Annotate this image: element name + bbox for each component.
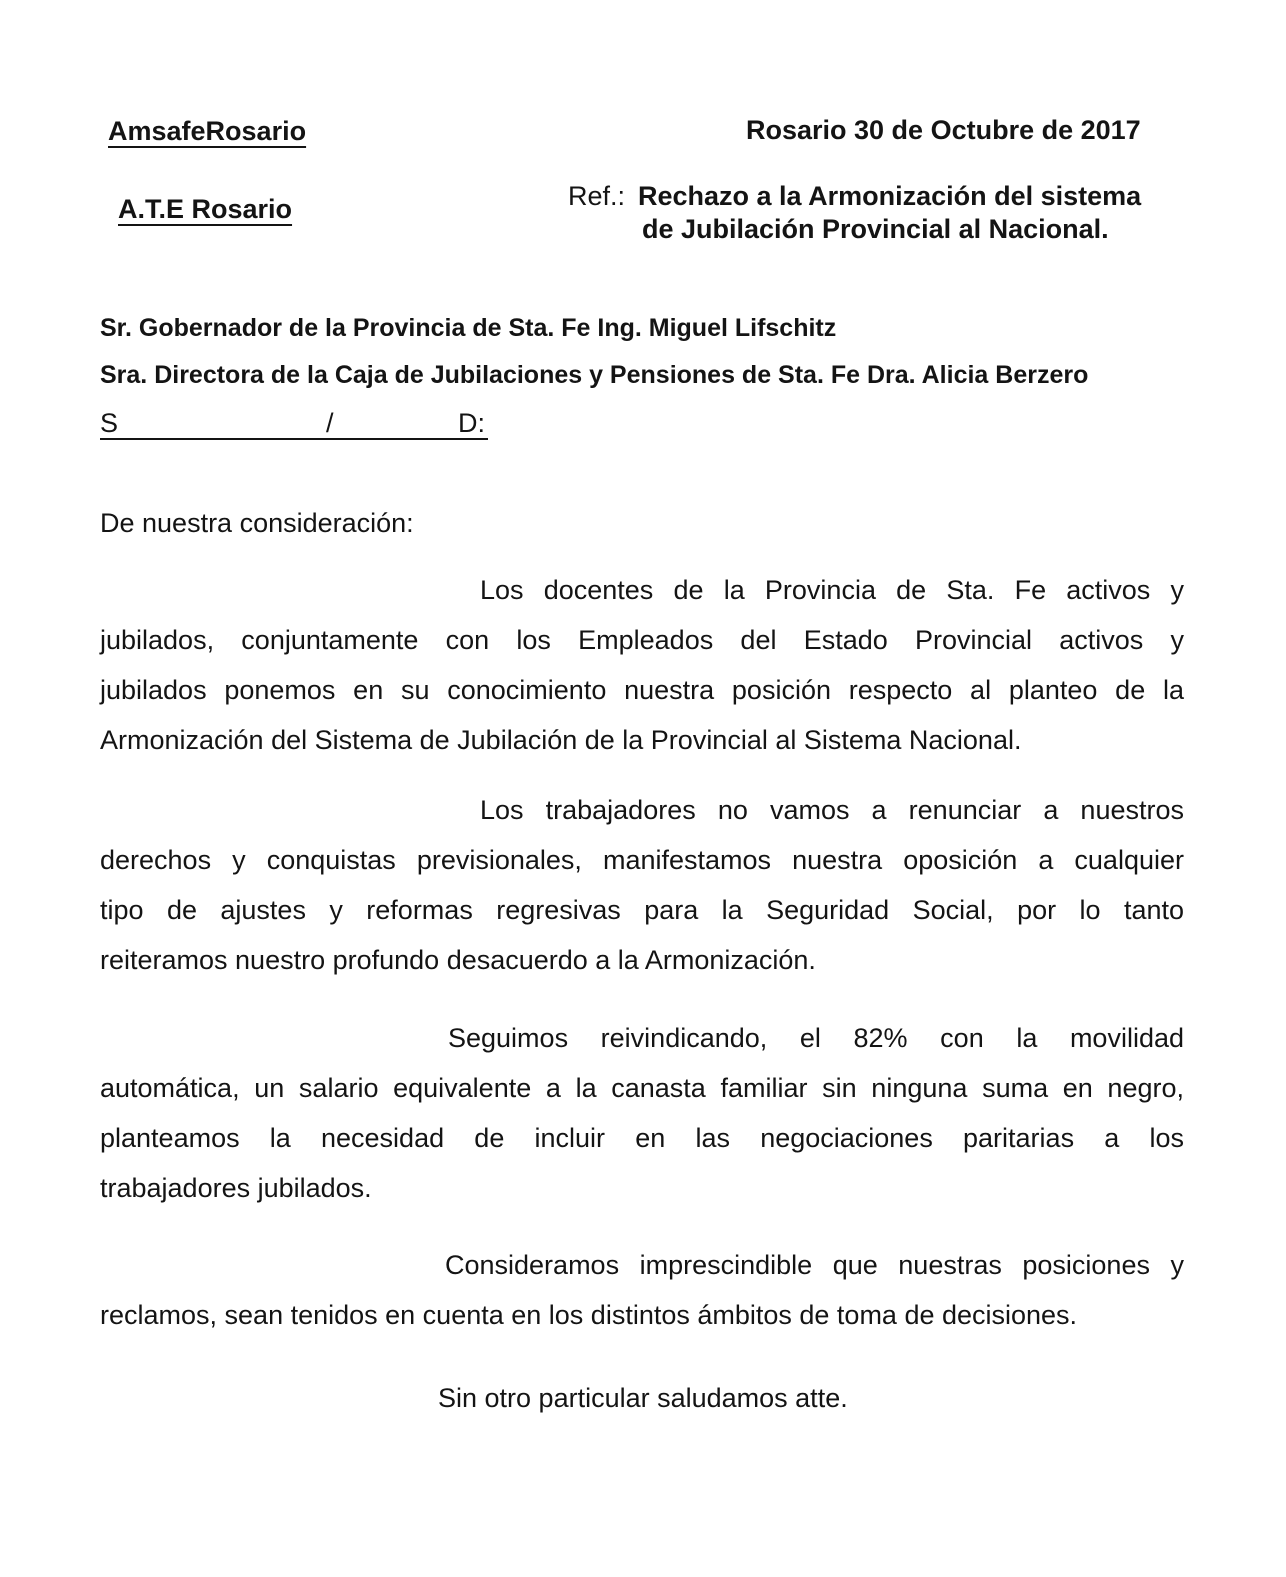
paragraph-2-line-1: Los trabajadores no vamos a renunciar a nuestros [480, 795, 1184, 825]
paragraph-4 [100, 1240, 1184, 1340]
paragraph-3 [100, 1013, 1184, 1213]
paragraph-1-line-1: Los docentes de la Provincia de Sta. Fe activos y [480, 575, 1184, 605]
sd-slash: / [326, 408, 334, 438]
paragraph-4-line-1: Consideramos imprescindible que nuestras posiciones y [445, 1250, 1184, 1280]
addressee-governor: Sr. Gobernador de la Provincia de Sta. Fe Ing. Miguel Lifschitz [100, 314, 837, 342]
organization-ate-rosario: A.T.E Rosario [118, 194, 293, 224]
reference-line-2: de Jubilación Provincial al Nacional. [642, 214, 1109, 244]
paragraph-1 [100, 565, 1184, 765]
closing: Sin otro particular saludamos atte. [438, 1383, 848, 1413]
paragraph-2 [100, 785, 1184, 985]
paragraph-3-line-1: Seguimos reivindicando, el 82% con la movilidad [448, 1023, 1184, 1053]
letter-date: Rosario 30 de Octubre de 2017 [746, 115, 1141, 145]
paragraph-2-line-2: derechos y conquistas previsionales, manifestamos nuestra oposición a cualquier [100, 845, 1184, 875]
paragraph-3-line-2: automática, un salario equivalente a la canasta familiar sin ninguna suma en negro, [100, 1073, 1184, 1103]
paragraph-2-line-4: reiteramos nuestro profundo desacuerdo a la Armonización. [100, 945, 816, 975]
reference-line-1: Rechazo a la Armonización del sistema [638, 181, 1142, 211]
addressee-director: Sra. Directora de la Caja de Jubilaciones y Pensiones de Sta. Fe Dra. Alicia Berzero [100, 361, 1089, 389]
paragraph-3-line-3: planteamos la necesidad de incluir en las negociaciones paritarias a los [100, 1123, 1184, 1153]
sd-s: S [100, 408, 119, 438]
organization-amsafe-rosario: AmsafeRosario [108, 116, 307, 146]
paragraph-1-line-2: jubilados, conjuntamente con los Empleados del Estado Provincial activos y [100, 625, 1184, 655]
reference-label: Ref.: [568, 181, 626, 211]
sd-d: D: [458, 408, 485, 438]
salutation: De nuestra consideración: [100, 508, 414, 538]
paragraph-1-line-3: jubilados ponemos en su conocimiento nuestra posición respecto al planteo de la [100, 675, 1184, 705]
paragraph-3-line-4: trabajadores jubilados. [100, 1173, 372, 1203]
paragraph-4-line-2: reclamos, sean tenidos en cuenta en los distintos ámbitos de toma de decisiones. [100, 1300, 1078, 1330]
paragraph-2-line-3: tipo de ajustes y reformas regresivas para la Seguridad Social, por lo tanto [100, 895, 1184, 925]
s-d-formula [100, 408, 488, 445]
paragraph-1-line-4: Armonización del Sistema de Jubilación de la Provincial al Sistema Nacional. [100, 725, 1022, 755]
